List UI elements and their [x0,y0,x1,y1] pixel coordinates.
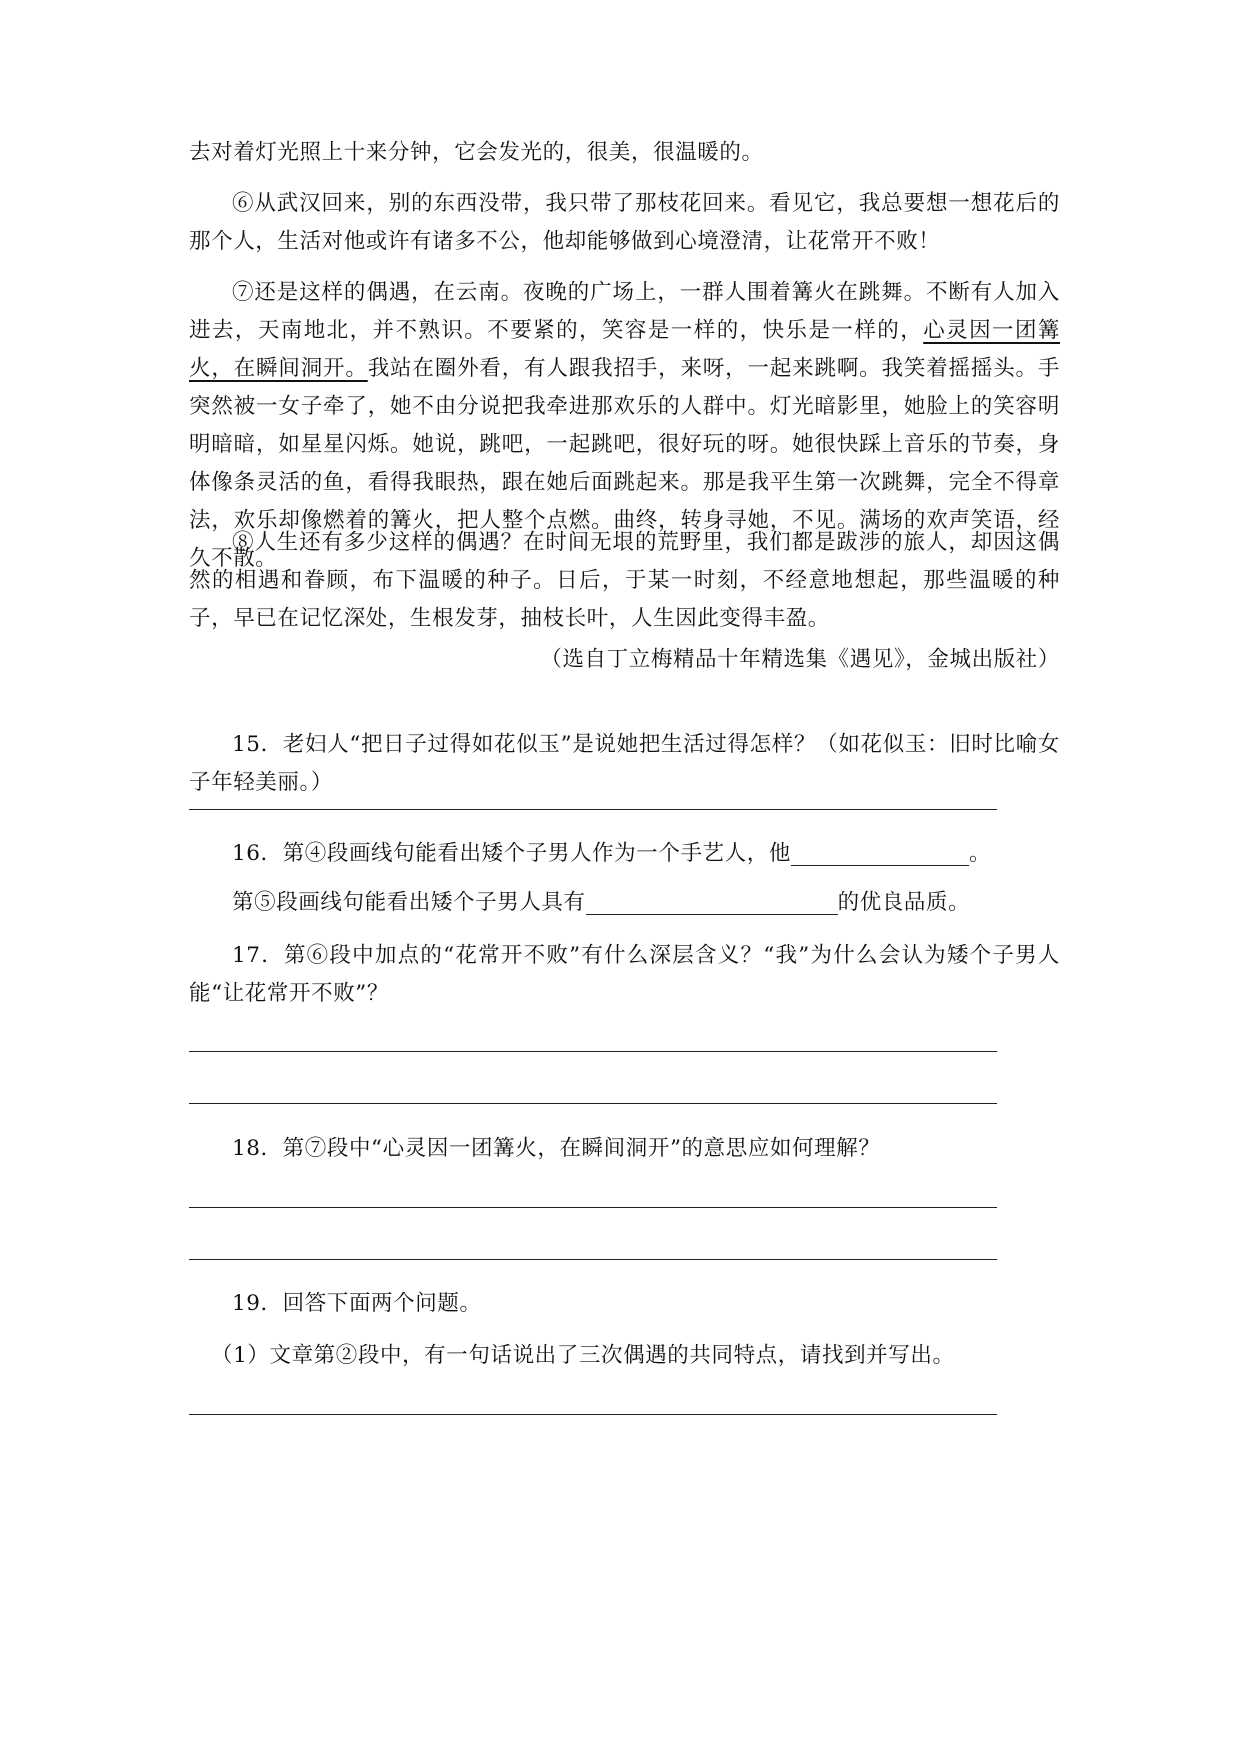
question-16b-end: 的优良品质。 [837,890,971,915]
answer-line-18-2[interactable] [189,1259,997,1260]
paragraph-7-text-a: ⑦还是这样的偶遇，在云南。夜晚的广场上，一群人围着篝火在跳舞。不断有人加入进去，天南地北，并不熟识。不要紧的，笑容是一样的，快乐是一样的， [189,280,1060,343]
answer-line-17-1[interactable] [189,1051,997,1052]
question-19-1: （1）文章第②段中，有一句话说出了三次偶遇的共同特点，请找到并写出。 [211,1343,955,1368]
answer-line-19-1[interactable] [189,1414,997,1415]
source-citation: （选自丁立梅精品十年精选集《遇见》，金城出版社） [540,647,1060,672]
question-16a-end: 。 [968,841,992,866]
paragraph-6: ⑥从武汉回来，别的东西没带，我只带了那枝花回来。看见它，我总要想一想花后的那个人，生活对他或许有诸多不公，他却能够做到心境澄清，让花常开不败！ [189,191,1060,254]
question-16b [189,884,1060,922]
question-18: 18．第⑦段中“心灵因一团篝火，在瞬间洞开”的意思应如何理解？ [232,1136,881,1161]
question-16a-text: 16．第④段画线句能看出矮个子男人作为一个手艺人，他 [232,841,791,866]
question-16a [189,835,1060,873]
question-16b-text: 第⑤段画线句能看出矮个子男人具有 [232,890,586,915]
answer-line-15[interactable] [189,809,997,810]
answer-line-17-2[interactable] [189,1103,997,1104]
paragraph-8: ⑧人生还有多少这样的偶遇？在时间无垠的荒野里，我们都是跋涉的旅人，却因这偶然的相遇和眷顾，布下温暖的种子。日后，于某一时刻，不经意地想起，那些温暖的种子，早已在记忆深处，生根发芽，抽枝长叶，人生因此变得丰盈。 [189,530,1060,631]
paragraph-5-tail: 去对着灯光照上十来分钟，它会发光的，很美，很温暖的。 [189,140,764,165]
paragraph-7-underlined-sentence: 心灵因一团篝火，在瞬间洞开。 [189,318,1061,381]
question-15: 15．老妇人“把日子过得如花似玉”是说她把生活过得怎样？（如花似玉：旧时比喻女子年轻美丽。） [189,732,1060,795]
question-17: 17．第⑥段中加点的“花常开不败”有什么深层含义？“我”为什么会认为矮个子男人能“让花常开不败”？ [189,943,1060,1006]
answer-blank-16b[interactable] [586,890,838,915]
question-19: 19．回答下面两个问题。 [232,1291,482,1316]
paragraph-7-text-b: 我站在圈外看，有人跟我招手，来呀，一起来跳啊。我笑着摇摇头。手突然被一女子牵了，她不由分说把我牵进那欢乐的人群中。灯光暗影里，她脸上的笑容明明暗暗，如星星闪烁。她说，跳吧，一起跳吧，很好玩的呀。她很快踩上音乐的节奏，身体像条灵活的鱼，看得我眼热，跟在她后面跳起来。那是我平生第一次跳舞，完全不得章法，欢乐却像燃着的篝火，把人整个点燃。曲终，转身寻她，不见。满场的欢声笑语，经久不散。 [189,356,1060,571]
answer-line-18-1[interactable] [189,1207,997,1208]
answer-blank-16a[interactable] [791,841,969,866]
